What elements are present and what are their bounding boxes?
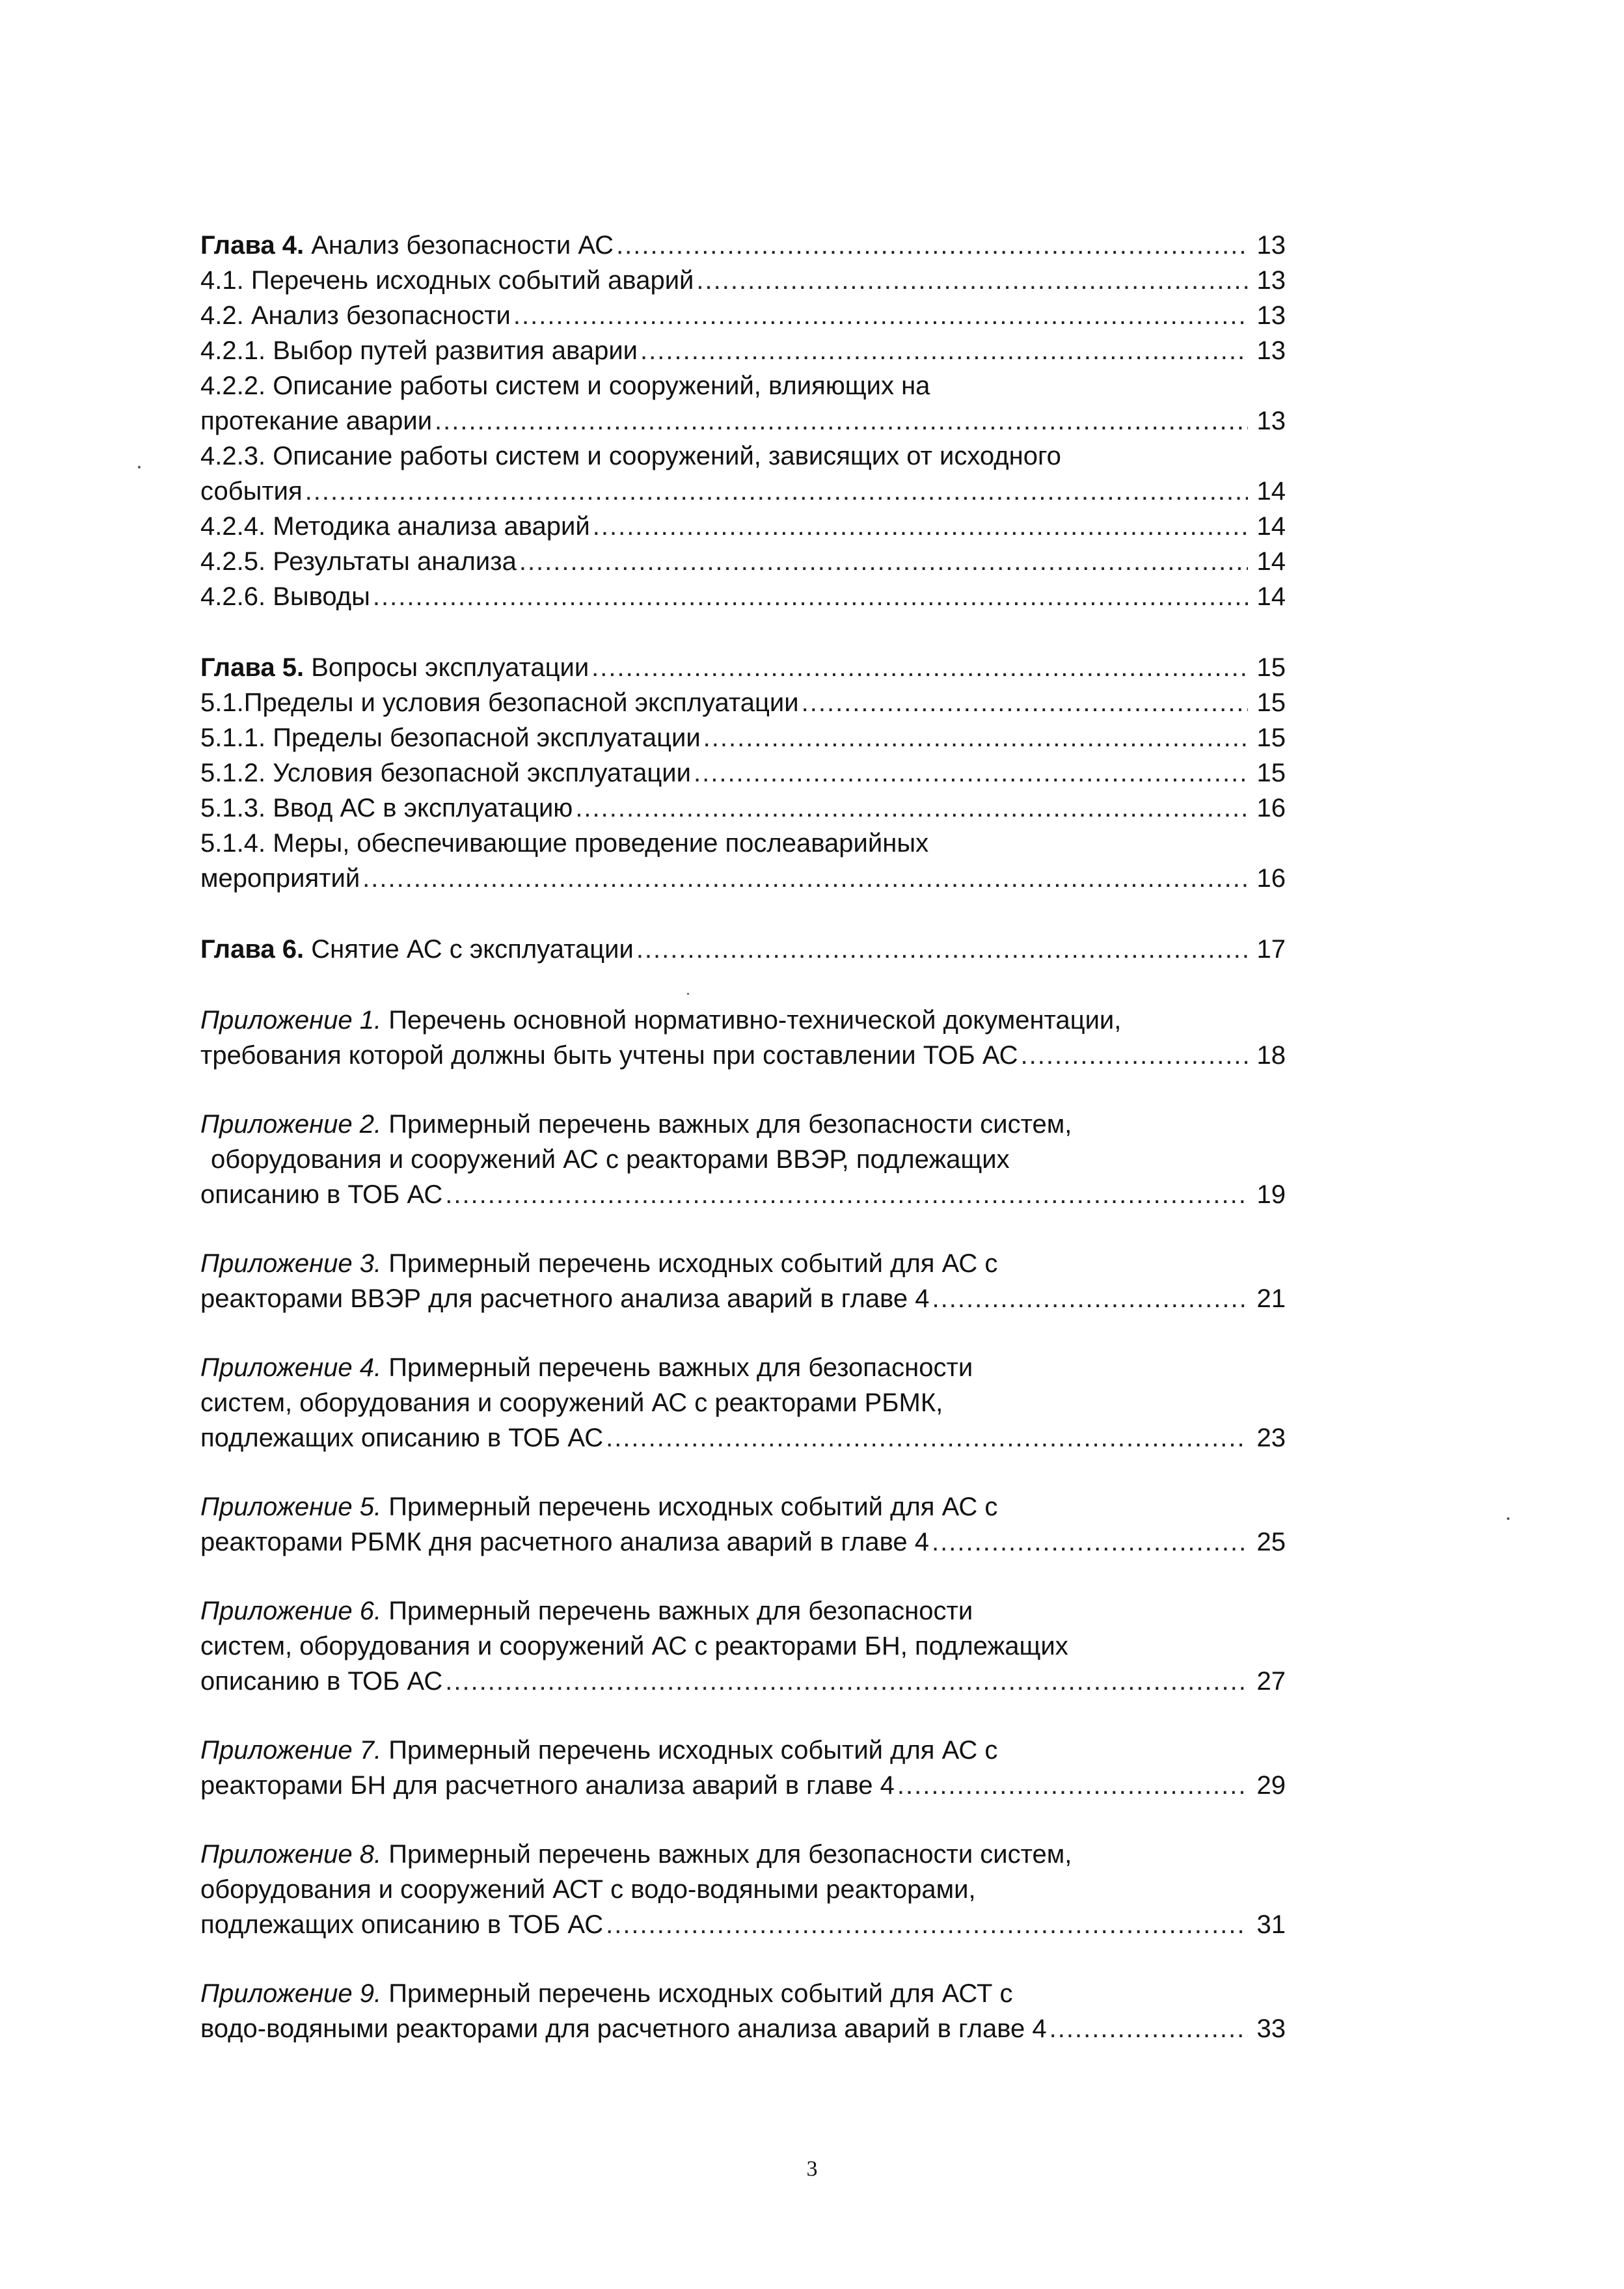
page-number: 17 — [1256, 935, 1286, 964]
toc-item-title: 4.2.4. Методика анализа аварий — [200, 512, 590, 541]
toc-chapter-6[interactable] — [200, 932, 1286, 967]
chapter-title: Снятие АС с эксплуатации — [304, 935, 634, 964]
toc-chapter-5[interactable] — [200, 650, 1286, 685]
appendix-title-last-line: подлежащих описанию в ТОБ АС — [200, 1424, 604, 1452]
page-number: 27 — [1256, 1667, 1286, 1696]
spacer — [200, 1560, 1286, 1593]
appendix-label: Приложение 2. — [200, 1110, 382, 1139]
dot-leader — [591, 650, 1248, 685]
dot-leader — [445, 1664, 1248, 1699]
toc-item-title: 5.1.1. Пределы безопасной эксплуатации — [200, 724, 701, 752]
page-number: 13 — [1256, 336, 1286, 365]
page-number: 13 — [1256, 301, 1286, 330]
toc-appendix-7[interactable] — [200, 1733, 1286, 1803]
table-of-contents — [200, 228, 1286, 2046]
toc-item-4-2-5[interactable] — [200, 544, 1286, 579]
toc-item-4-2-2[interactable] — [200, 368, 1286, 439]
dot-leader — [1021, 1038, 1248, 1073]
dot-leader — [640, 333, 1248, 368]
appendix-title-line-1: Примерный перечень важных для безопасности — [381, 1597, 973, 1625]
chapter-label: Глава 5. — [200, 653, 304, 682]
spacer — [200, 896, 1286, 932]
page-number: 13 — [1256, 266, 1286, 295]
dot-leader — [435, 403, 1248, 439]
toc-item-title: 5.1.3. Ввод АС в эксплуатацию — [200, 794, 573, 822]
dot-leader — [802, 685, 1248, 720]
page-number-footer: 3 — [806, 2157, 818, 2181]
toc-item-5-1-4[interactable] — [200, 826, 1286, 896]
appendix-title-last-line: описанию в ТОБ АС — [200, 1667, 443, 1696]
appendix-title-last-line: требования которой должны быть учтены при составлении ТОБ АС — [200, 1041, 1018, 1070]
page-number: 13 — [1256, 407, 1286, 435]
appendix-title-line-1: Примерный перечень исходных событий для АС с — [381, 1736, 998, 1765]
toc-appendix-4[interactable] — [200, 1350, 1286, 1456]
page-number: 25 — [1256, 1528, 1286, 1556]
page-number: 14 — [1256, 582, 1286, 611]
toc-item-4-2-6[interactable] — [200, 579, 1286, 614]
toc-item-4-2[interactable] — [200, 298, 1286, 333]
page-number: 21 — [1256, 1284, 1286, 1313]
page-number: 15 — [1256, 724, 1286, 752]
spacer — [200, 1456, 1286, 1489]
page-number: 15 — [1256, 688, 1286, 717]
appendix-title-line-1: Перечень основной нормативно-технической документации, — [381, 1006, 1122, 1035]
appendix-title-last-line: описанию в ТОБ АС — [200, 1180, 443, 1209]
dot-leader — [593, 509, 1248, 544]
appendix-title-line-1: Примерный перечень важных для безопасности — [381, 1353, 973, 1382]
dot-leader — [362, 861, 1248, 896]
spacer — [200, 967, 1286, 1003]
toc-item-title-line-1: 5.1.4. Меры, обеспечивающие проведение послеаварийных — [200, 829, 929, 858]
appendix-label: Приложение 3. — [200, 1249, 382, 1278]
toc-item-5-1-2[interactable] — [200, 755, 1286, 791]
dot-leader — [696, 263, 1248, 298]
dot-leader — [445, 1177, 1248, 1212]
appendix-title-last-line: реакторами РБМК дня расчетного анализа аварий в главе 4 — [200, 1528, 930, 1556]
scan-speck — [687, 993, 689, 995]
dot-leader — [1049, 2011, 1248, 2046]
toc-item-title-line-1: 4.2.2. Описание работы систем и сооружений, влияющих на — [200, 372, 930, 400]
toc-item-title-line-2: события — [200, 477, 303, 506]
page-number: 31 — [1256, 1910, 1286, 1939]
appendix-title-line-1: Примерный перечень исходных событий для АСТ с — [381, 1979, 1013, 2008]
toc-item-4-2-4[interactable] — [200, 509, 1286, 544]
page-number: 15 — [1256, 653, 1286, 682]
spacer — [200, 1212, 1286, 1246]
toc-item-title-line-2: протекание аварии — [200, 407, 433, 435]
dot-leader — [575, 791, 1248, 826]
page-number: 29 — [1256, 1771, 1286, 1800]
toc-item-4-2-3[interactable] — [200, 439, 1286, 509]
toc-appendix-8[interactable] — [200, 1837, 1286, 1942]
toc-chapter-4[interactable] — [200, 228, 1286, 263]
appendix-title-line-1: Примерный перечень исходных событий для АС с — [381, 1249, 998, 1278]
page-number: 16 — [1256, 864, 1286, 893]
appendix-label: Приложение 4. — [200, 1353, 382, 1382]
appendix-title-line-2: оборудования и сооружений АСТ с водо-водяными реакторами, — [200, 1875, 976, 1904]
dot-leader — [694, 755, 1248, 791]
page-number: 14 — [1256, 477, 1286, 506]
dot-leader — [305, 474, 1248, 509]
scan-speck — [1507, 1517, 1509, 1520]
toc-item-title: 4.2.1. Выбор путей развития аварии — [200, 336, 638, 365]
toc-item-4-2-1[interactable] — [200, 333, 1286, 368]
page-number: 16 — [1256, 794, 1286, 822]
dot-leader — [373, 579, 1248, 614]
toc-item-title: 4.2. Анализ безопасности — [200, 301, 511, 330]
spacer — [200, 614, 1286, 650]
toc-item-title-line-1: 4.2.3. Описание работы систем и сооружений, зависящих от исходного — [200, 442, 1061, 470]
scan-speck — [138, 466, 141, 468]
appendix-label: Приложение 5. — [200, 1493, 382, 1521]
spacer — [200, 1942, 1286, 1976]
dot-leader — [616, 228, 1248, 263]
spacer — [200, 1803, 1286, 1837]
dot-leader — [519, 544, 1248, 579]
appendix-title-line-2: систем, оборудования и сооружений АС с реакторами БН, подлежащих — [200, 1632, 1068, 1660]
appendix-label: Приложение 7. — [200, 1736, 382, 1765]
dot-leader — [932, 1281, 1248, 1316]
toc-appendix-3[interactable] — [200, 1246, 1286, 1316]
appendix-label: Приложение 1. — [200, 1006, 382, 1035]
dot-leader — [897, 1768, 1248, 1803]
appendix-title-line-1: Примерный перечень важных для безопасности систем, — [381, 1110, 1072, 1139]
appendix-title-line-1: Примерный перечень исходных событий для АС с — [381, 1493, 998, 1521]
toc-item-title: 4.1. Перечень исходных событий аварий — [200, 266, 694, 295]
appendix-title-line-2: систем, оборудования и сооружений АС с реакторами РБМК, — [200, 1388, 943, 1417]
page-number: 18 — [1256, 1041, 1286, 1070]
toc-appendix-9[interactable] — [200, 1976, 1286, 2046]
dot-leader — [606, 1420, 1248, 1456]
page-number: 15 — [1256, 759, 1286, 787]
dot-leader — [703, 720, 1248, 755]
chapter-label: Глава 4. — [200, 231, 304, 260]
appendix-title-last-line: подлежащих описанию в ТОБ АС — [200, 1910, 604, 1939]
chapter-title: Вопросы эксплуатации — [304, 653, 589, 682]
appendix-title-last-line: реакторами БН для расчетного анализа аварий в главе 4 — [200, 1771, 895, 1800]
page-number: 33 — [1256, 2014, 1286, 2043]
toc-item-4-1[interactable] — [200, 263, 1286, 298]
toc-item-title: 4.2.6. Выводы — [200, 582, 370, 611]
page-number: 14 — [1256, 512, 1286, 541]
dot-leader — [636, 932, 1248, 967]
dot-leader — [606, 1907, 1248, 1942]
toc-item-title: 5.1.Пределы и условия безопасной эксплуатации — [200, 688, 799, 717]
page-number: 19 — [1256, 1180, 1286, 1209]
page-number: 23 — [1256, 1424, 1286, 1452]
appendix-label: Приложение 9. — [200, 1979, 382, 2008]
appendix-label: Приложение 6. — [200, 1597, 382, 1625]
toc-item-5-1[interactable] — [200, 685, 1286, 720]
page-number: 13 — [1256, 231, 1286, 260]
toc-item-title-line-2: мероприятий — [200, 864, 360, 893]
toc-item-5-1-1[interactable] — [200, 720, 1286, 755]
toc-appendix-1[interactable] — [200, 1003, 1286, 1073]
spacer — [200, 1699, 1286, 1733]
appendix-title-last-line: водо-водяными реакторами для расчетного анализа аварий в главе 4 — [200, 2014, 1047, 2043]
spacer — [200, 1316, 1286, 1350]
page-number: 14 — [1256, 547, 1286, 576]
toc-item-5-1-3[interactable] — [200, 791, 1286, 826]
spacer — [200, 1073, 1286, 1107]
appendix-title-last-line: реакторами ВВЭР для расчетного анализа аварий в главе 4 — [200, 1284, 930, 1313]
chapter-label: Глава 6. — [200, 935, 304, 964]
dot-leader — [932, 1524, 1248, 1560]
chapter-title: Анализ безопасности АС — [304, 231, 614, 260]
appendix-title-line-2: оборудования и сооружений АС с реакторами ВВЭР, подлежащих — [211, 1145, 1010, 1174]
dot-leader — [513, 298, 1248, 333]
appendix-label: Приложение 8. — [200, 1840, 382, 1869]
toc-appendix-5[interactable] — [200, 1489, 1286, 1560]
toc-appendix-6[interactable] — [200, 1593, 1286, 1699]
toc-item-title: 5.1.2. Условия безопасной эксплуатации — [200, 759, 691, 787]
appendix-title-line-1: Примерный перечень важных для безопасности систем, — [381, 1840, 1072, 1869]
toc-item-title: 4.2.5. Результаты анализа — [200, 547, 517, 576]
toc-appendix-2[interactable] — [200, 1107, 1286, 1212]
